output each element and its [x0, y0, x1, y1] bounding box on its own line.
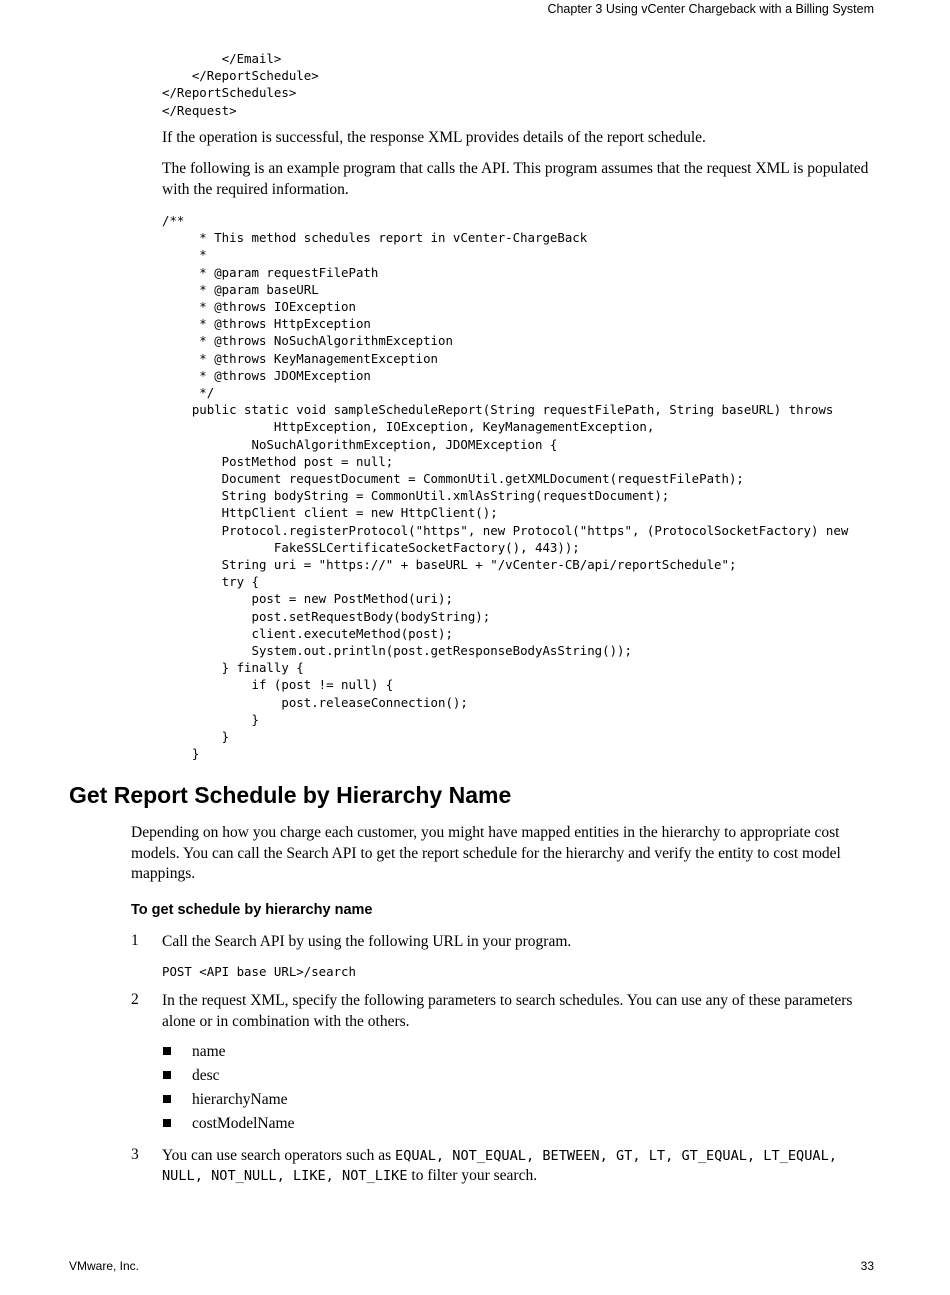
step-3-text-after: to filter your search. — [407, 1167, 538, 1184]
parameter-item: desc — [192, 1067, 220, 1084]
bullet-icon — [163, 1047, 171, 1055]
step-3-text-before: You can use search operators such as — [162, 1147, 396, 1164]
running-header: Chapter 3 Using vCenter Chargeback with a Billing System — [547, 2, 874, 16]
parameter-item: costModelName — [192, 1115, 295, 1132]
para-success: If the operation is successful, the response XML provides details of the report schedule. — [162, 129, 706, 146]
bullet-icon — [163, 1119, 171, 1127]
procedure-title: To get schedule by hierarchy name — [131, 902, 373, 918]
step-3-number: 3 — [131, 1146, 139, 1163]
para-example: The following is an example program that calls the API. This program assumes that the request XML is populated with the required information. — [162, 160, 869, 198]
step-1-code: POST <API base URL>/search — [162, 964, 356, 979]
step-1-text: Call the Search API by using the following URL in your program. — [162, 933, 572, 950]
page-number: 33 — [860, 1259, 874, 1273]
step-3-operators-2: NULL, NOT_NULL, LIKE, NOT_LIKE — [162, 1168, 408, 1184]
parameter-item: hierarchyName — [192, 1091, 288, 1108]
bullet-icon — [163, 1095, 171, 1103]
section-intro: Depending on how you charge each customer, you might have mapped entities in the hierarchy to appropriate cost models. You can call the Search API to get the report schedule for the hierarchy and verify the entity to cost model mappings. — [131, 824, 841, 883]
step-3-operators-1: EQUAL, NOT_EQUAL, BETWEEN, GT, LT, GT_EQUAL, LT_EQUAL, — [395, 1148, 837, 1164]
step-3-line-2 — [162, 1166, 874, 1187]
parameter-item: name — [192, 1043, 226, 1060]
footer-company: VMware, Inc. — [69, 1259, 140, 1273]
code-block-request-end: </Email> </ReportSchedule> </ReportSchedules> </Request> — [162, 51, 319, 118]
step-2-text: In the request XML, specify the following parameters to search schedules. You can use any of these parameters alone or in combination with the others. — [162, 992, 853, 1030]
step-2-number: 2 — [131, 991, 139, 1008]
step-3-line-1 — [162, 1146, 874, 1167]
step-1-number: 1 — [131, 932, 139, 949]
code-block-sample-program: /** * This method schedules report in vCenter-ChargeBack * * @param requestFilePath * @param baseURL * @throws IOException * @throws HttpException * @throws NoSuchAlgorithmException * @throws KeyManagementException * @throws JDOMException */ public static void sampleScheduleReport(String requestFilePath, String baseURL) throws HttpException, IOException, KeyManagementException, NoSuchAlgorithmException, JDOMException { PostMethod post = null; Document requestDocument = CommonUtil.getXMLDocument(requestFilePath); String bodyString = CommonUtil.xmlAsString(requestDocument); HttpClient client = new HttpClient(); Protocol.registerProtocol("https", new Protocol("https", (ProtocolSocketFactory) new FakeSSLCertificateSocketFactory(), 443)); String uri = "https://" + baseURL + "/vCenter-CB/api/reportSchedule"; try { post = new PostMethod(uri); post.setRequestBody(bodyString); client.executeMethod(post); System.out.println(post.getResponseBodyAsString()); } finally { if (post != null) { post.releaseConnection(); } } } — [162, 213, 849, 762]
section-title: Get Report Schedule by Hierarchy Name — [69, 782, 512, 808]
bullet-icon — [163, 1071, 171, 1079]
